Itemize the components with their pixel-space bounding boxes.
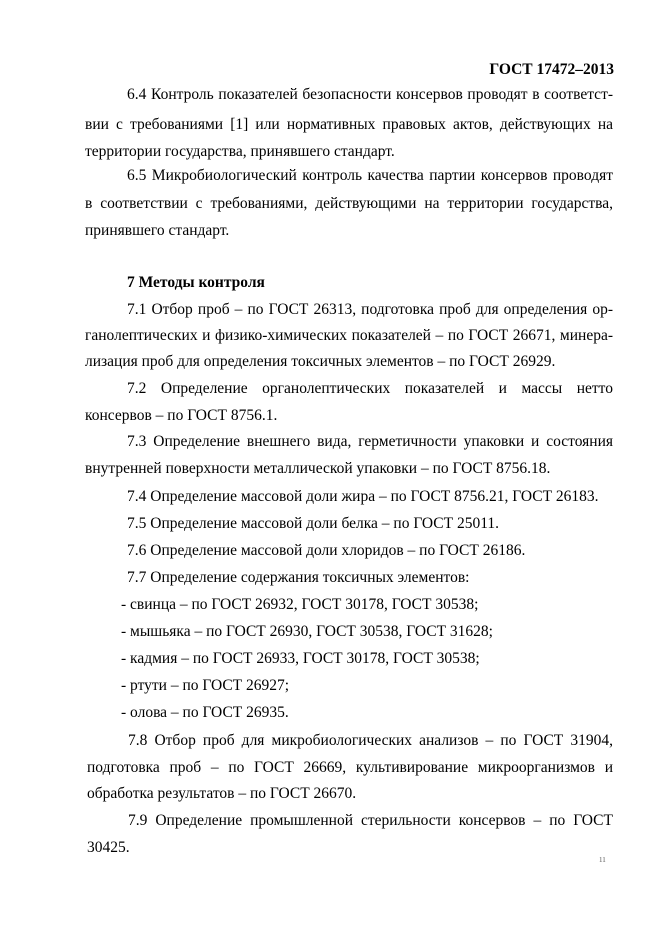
paragraph-7-8-line-3: обработка результатов – по ГОСТ 26670. [87, 785, 357, 802]
paragraph-6-5-line-3: принявшего стандарт. [85, 222, 230, 239]
paragraph-6-5-line-2: в соответствии с требованиями, действующими на территории государства, [85, 195, 613, 212]
paragraph-6-4-line-2: вии с требованиями [1] или нормативных правовых актов, действующих на [85, 116, 613, 133]
list-item-arsenic: - мышьяка – по ГОСТ 26930, ГОСТ 30538, ГОСТ 31628; [121, 623, 493, 640]
paragraph-7-8-line-1: 7.8 Отбор проб для микробиологических анализов – по ГОСТ 31904, [128, 732, 613, 749]
paragraph-7-5: 7.5 Определение массовой доли белка – по ГОСТ 25011. [127, 515, 500, 532]
paragraph-7-7: 7.7 Определение содержания токсичных элементов: [127, 569, 470, 586]
paragraph-7-2-line-1: 7.2 Определение органолептических показателей и массы нетто [127, 380, 613, 397]
paragraph-7-9-line-2: 30425. [87, 839, 130, 856]
list-item-mercury: - ртути – по ГОСТ 26927; [121, 677, 290, 694]
paragraph-6-5-line-1: 6.5 Микробиологический контроль качества партии консервов проводят [127, 167, 613, 184]
paragraph-7-1-line-2: ганолептических и физико-химических показателей – по ГОСТ 26671, минера- [85, 327, 613, 344]
page-number: 11 [599, 857, 606, 863]
paragraph-6-4-line-1: 6.4 Контроль показателей безопасности консервов проводят в соответст- [127, 86, 613, 103]
list-item-cadmium: - кадмия – по ГОСТ 26933, ГОСТ 30178, ГОСТ 30538; [121, 650, 480, 667]
section-7-title: 7 Методы контроля [127, 274, 265, 291]
paragraph-7-1-line-1: 7.1 Отбор проб – по ГОСТ 26313, подготовка проб для определения ор- [127, 301, 613, 318]
document-header: ГОСТ 17472–2013 [489, 61, 614, 78]
paragraph-7-6: 7.6 Определение массовой доли хлоридов – по ГОСТ 26186. [127, 542, 526, 559]
paragraph-7-1-line-3: лизация проб для определения токсичных элементов – по ГОСТ 26929. [85, 353, 556, 370]
list-item-lead: - свинца – по ГОСТ 26932, ГОСТ 30178, ГОСТ 30538; [121, 596, 479, 613]
paragraph-7-8-line-2: подготовка проб – по ГОСТ 26669, культивирование микроорганизмов и [87, 759, 613, 776]
paragraph-7-3-line-2: внутренней поверхности металлической упаковки – по ГОСТ 8756.18. [85, 460, 551, 477]
paragraph-7-4: 7.4 Определение массовой доли жира – по ГОСТ 8756.21, ГОСТ 26183. [127, 488, 599, 505]
list-item-tin: - олова – по ГОСТ 26935. [121, 704, 289, 721]
paragraph-6-4-line-3: территории государства, принявшего стандарт. [85, 143, 395, 160]
paragraph-7-2-line-2: консервов – по ГОСТ 8756.1. [85, 407, 278, 424]
paragraph-7-9-line-1: 7.9 Определение промышленной стерильности консервов – по ГОСТ [128, 812, 613, 829]
paragraph-7-3-line-1: 7.3 Определение внешнего вида, герметичности упаковки и состояния [127, 433, 613, 450]
